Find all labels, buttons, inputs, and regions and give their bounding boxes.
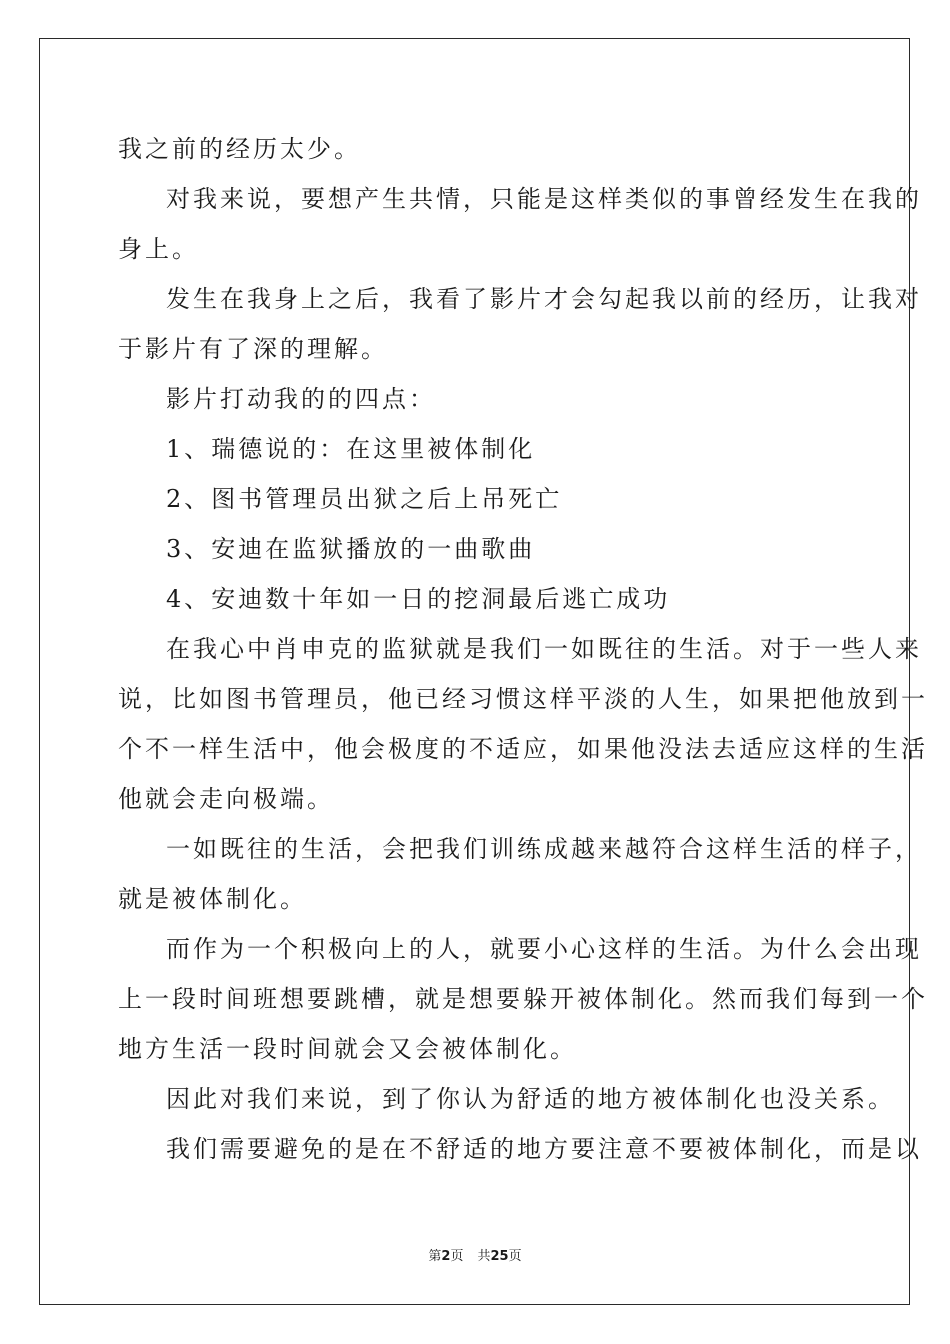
footer-total-suffix: 页 [508,1249,522,1264]
text-line: 影片打动我的的四点： [166,385,436,413]
text-line: 我之前的经历太少。 [118,135,361,163]
footer-page-number: 2 [441,1249,451,1264]
footer-total-pages: 25 [490,1249,509,1264]
text-line: 一如既往的生活，会把我们训练成越来越符合这样生活的样子， [166,835,922,863]
text-line: 而作为一个积极向上的人，就要小心这样的生活。为什么会出现 [166,935,922,963]
text-line: 就是被体制化。 [118,885,307,913]
footer-page-suffix: 页 [450,1249,464,1264]
text-line: 发生在我身上之后，我看了影片才会勾起我以前的经历，让我对 [166,285,922,313]
text-line: 个不一样生活中，他会极度的不适应，如果他没法去适应这样的生活 [118,735,928,763]
footer-page-prefix: 第 [428,1249,442,1264]
text-line: 3、安迪在监狱播放的一曲歌曲 [166,535,536,563]
text-line: 他就会走向极端。 [118,785,334,813]
page-footer [0,1248,950,1266]
footer-total-prefix: 共 [477,1249,491,1264]
text-line: 在我心中肖申克的监狱就是我们一如既往的生活。对于一些人来 [166,635,922,663]
text-line: 身上。 [118,235,199,263]
page-border [39,38,928,1305]
text-line: 于影片有了深的理解。 [118,335,388,363]
text-line: 我们需要避免的是在不舒适的地方要注意不要被体制化，而是以 [166,1135,922,1163]
text-line: 地方生活一段时间就会又会被体制化。 [118,1035,577,1063]
text-line: 上一段时间班想要跳槽，就是想要躲开被体制化。然而我们每到一个 [118,985,928,1013]
text-line: 对我来说，要想产生共情，只能是这样类似的事曾经发生在我的 [166,185,922,213]
text-line: 说，比如图书管理员，他已经习惯这样平淡的人生，如果把他放到一 [118,685,928,713]
text-line: 2、图书管理员出狱之后上吊死亡 [166,485,563,513]
text-line: 因此对我们来说，到了你认为舒适的地方被体制化也没关系。 [166,1085,895,1113]
text-line: 4、安迪数十年如一日的挖洞最后逃亡成功 [166,585,671,613]
text-line: 1、瑞德说的：在这里被体制化 [166,435,536,463]
